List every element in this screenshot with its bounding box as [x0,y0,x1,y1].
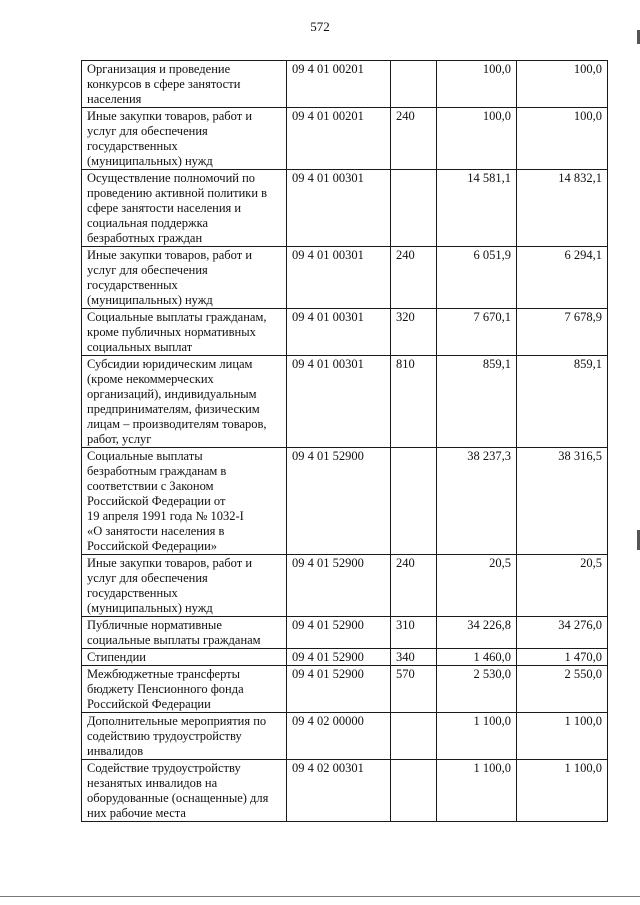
target-article-code: 09 4 01 00301 [287,170,391,247]
expense-type-code [391,448,437,555]
row-description: Осуществление полномочий по проведению активной политики в сфере занятости населения и социальная поддержка безработных граждан [82,170,287,247]
amount-year-2: 1 100,0 [517,760,608,822]
target-article-code: 09 4 02 00000 [287,713,391,760]
table-row [82,309,608,356]
amount-year-1: 14 581,1 [437,170,517,247]
amount-year-2: 6 294,1 [517,247,608,309]
row-description: Субсидии юридическим лицам (кроме некоммерческих организаций), индивидуальным предпринимателям, физическим лицам – производителям товаров, работ, услуг [82,356,287,448]
target-article-code: 09 4 01 00301 [287,309,391,356]
target-article-code: 09 4 01 52900 [287,448,391,555]
amount-year-1: 34 226,8 [437,617,517,649]
expense-type-code [391,170,437,247]
row-description: Организация и проведение конкурсов в сфере занятости населения [82,61,287,108]
expense-type-code [391,760,437,822]
amount-year-1: 859,1 [437,356,517,448]
amount-year-2: 34 276,0 [517,617,608,649]
budget-table-body [82,61,608,822]
expense-type-code: 240 [391,555,437,617]
row-description: Социальные выплаты гражданам, кроме публичных нормативных социальных выплат [82,309,287,356]
amount-year-2: 14 832,1 [517,170,608,247]
table-row [82,108,608,170]
amount-year-1: 20,5 [437,555,517,617]
table-row [82,170,608,247]
target-article-code: 09 4 01 00201 [287,108,391,170]
amount-year-1: 1 100,0 [437,713,517,760]
row-description: Иные закупки товаров, работ и услуг для обеспечения государственных (муниципальных) нужд [82,247,287,309]
expense-type-code [391,713,437,760]
amount-year-1: 38 237,3 [437,448,517,555]
amount-year-1: 100,0 [437,61,517,108]
expense-type-code: 570 [391,666,437,713]
table-row [82,713,608,760]
target-article-code: 09 4 01 52900 [287,617,391,649]
expense-type-code [391,61,437,108]
amount-year-1: 100,0 [437,108,517,170]
expense-type-code: 240 [391,108,437,170]
table-row [82,649,608,666]
amount-year-1: 2 530,0 [437,666,517,713]
table-row [82,617,608,649]
amount-year-1: 7 670,1 [437,309,517,356]
target-article-code: 09 4 01 00301 [287,247,391,309]
table-row [82,356,608,448]
target-article-code: 09 4 01 52900 [287,666,391,713]
amount-year-2: 100,0 [517,61,608,108]
table-row [82,760,608,822]
expense-type-code: 240 [391,247,437,309]
row-description: Межбюджетные трансферты бюджету Пенсионного фонда Российской Федерации [82,666,287,713]
amount-year-1: 1 460,0 [437,649,517,666]
row-description: Иные закупки товаров, работ и услуг для обеспечения государственных (муниципальных) нужд [82,555,287,617]
expense-type-code: 340 [391,649,437,666]
amount-year-2: 20,5 [517,555,608,617]
amount-year-2: 7 678,9 [517,309,608,356]
amount-year-2: 1 470,0 [517,649,608,666]
table-row [82,61,608,108]
expense-type-code: 310 [391,617,437,649]
row-description: Иные закупки товаров, работ и услуг для обеспечения государственных (муниципальных) нужд [82,108,287,170]
target-article-code: 09 4 01 52900 [287,555,391,617]
table-row [82,448,608,555]
table-row [82,666,608,713]
amount-year-2: 859,1 [517,356,608,448]
row-description: Стипендии [82,649,287,666]
target-article-code: 09 4 02 00301 [287,760,391,822]
row-description: Дополнительные мероприятия по содействию трудоустройству инвалидов [82,713,287,760]
budget-table [81,60,608,822]
table-row [82,555,608,617]
table-row [82,247,608,309]
target-article-code: 09 4 01 00201 [287,61,391,108]
expense-type-code: 320 [391,309,437,356]
row-description: Социальные выплаты безработным гражданам в соответствии с Законом Российской Федерации от 19 апреля 1991 года № 1032-I «О занятости населения в Российской Федерации» [82,448,287,555]
amount-year-1: 1 100,0 [437,760,517,822]
row-description: Содействие трудоустройству незанятых инвалидов на оборудованные (оснащенные) для них рабочие места [82,760,287,822]
expense-type-code: 810 [391,356,437,448]
amount-year-2: 1 100,0 [517,713,608,760]
amount-year-2: 38 316,5 [517,448,608,555]
target-article-code: 09 4 01 00301 [287,356,391,448]
row-description: Публичные нормативные социальные выплаты гражданам [82,617,287,649]
amount-year-1: 6 051,9 [437,247,517,309]
target-article-code: 09 4 01 52900 [287,649,391,666]
scan-bottom-line [0,896,640,897]
amount-year-2: 2 550,0 [517,666,608,713]
page-number: 572 [310,19,330,34]
amount-year-2: 100,0 [517,108,608,170]
